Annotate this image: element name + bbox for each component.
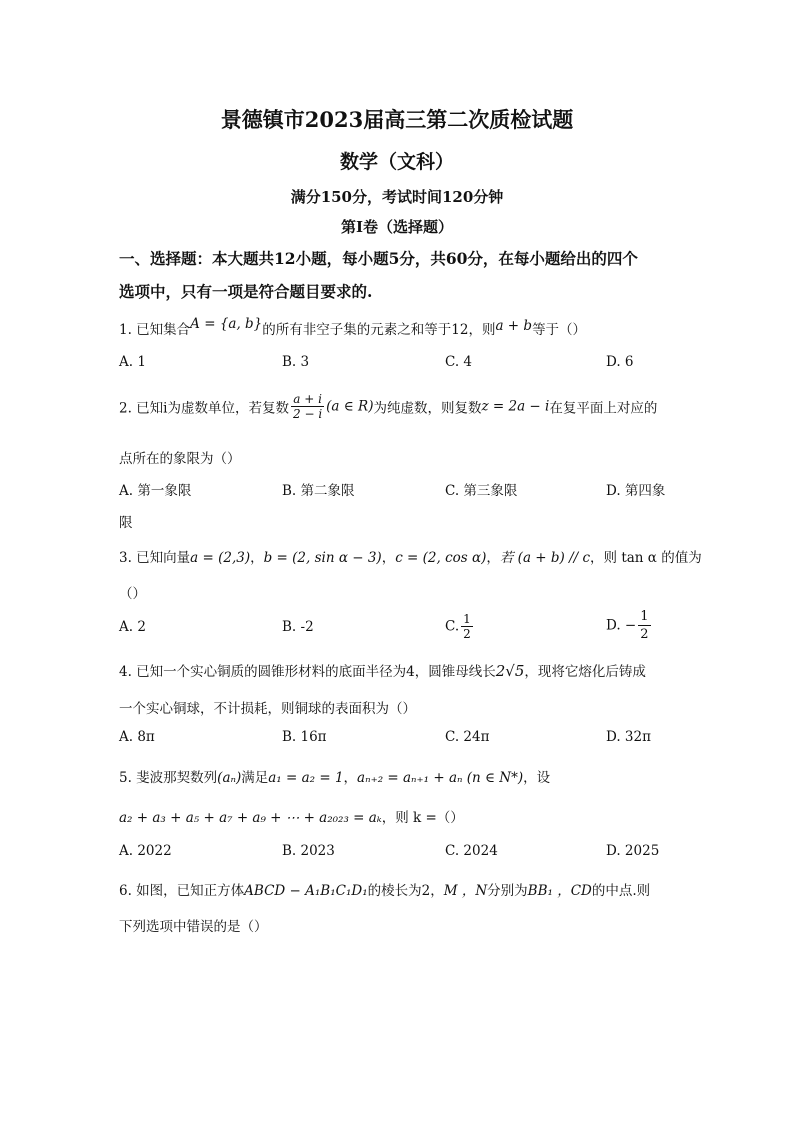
q2-frac-num: a + i [291, 392, 324, 407]
q2-middle: 为纯虚数，则复数 [373, 400, 482, 417]
q5-seq: (aₙ) [217, 770, 242, 786]
q5-sum: a₂ + a₃ + a₅ + a₇ + a₉ + ⋯ + a₂₀₂₃ = aₖ [119, 810, 382, 826]
q2-option-d-wrap: 限 [119, 515, 133, 531]
q6-points: M ，N [443, 883, 488, 899]
q3-option-b: B. -2 [282, 619, 314, 635]
q3-condition: 若 (a + b) // c [499, 550, 591, 566]
q2-suffix: 在复平面上对应的 [549, 400, 658, 417]
q1-option-a: A. 1 [119, 354, 146, 370]
question-2 [119, 392, 657, 421]
q2-condition: (a ∈ R) [326, 398, 374, 415]
q4-option-b: B. 16π [282, 729, 327, 745]
q3-suffix: ，则 tan α 的值为 [590, 550, 702, 566]
q4-root: 2√5 [495, 662, 525, 680]
q1-option-d: D. 6 [606, 354, 634, 370]
q2-option-b: B. 第二象限 [282, 483, 355, 499]
q2-option-c: C. 第三象限 [445, 483, 518, 499]
q1-expr: a + b [495, 318, 533, 334]
q3-option-d-label: D. − [606, 617, 637, 634]
q1-suffix: 等于（） [532, 322, 587, 338]
exam-title: 景德镇市2023届高三第二次质检试题 [220, 107, 574, 132]
q6-line1b: 的棱长为2， [367, 883, 444, 899]
q3-line2: （） [119, 586, 146, 602]
q2-line2: 点所在的象限为（） [119, 451, 241, 467]
q1-prefix: 1. 已知集合 [119, 322, 191, 338]
q3-option-d [606, 608, 653, 643]
q1-option-c: C. 4 [445, 354, 473, 370]
question-6 [119, 879, 650, 899]
q2-prefix: 2. 已知i为虚数单位，若复数 [119, 400, 289, 417]
q6-line1a: 6. 如图，已知正方体 [119, 883, 245, 899]
q5-line1c: ，设 [523, 770, 551, 786]
exam-meta: 满分150分，考试时间120分钟 [290, 188, 504, 206]
q5-option-c: C. 2024 [445, 843, 498, 859]
q6-edges: BB₁ ，CD [527, 883, 592, 899]
q3-option-d-frac: $\frac{1}{2}$ [640, 609, 649, 642]
q2-frac-den: 2 − i [293, 407, 323, 421]
question-1 [119, 318, 586, 338]
q4-line1a: 4. 已知一个实心铜质的圆锥形材料的底面半径为4，圆锥母线长 [119, 664, 496, 680]
q3-option-c-label: C. [445, 618, 460, 635]
volume-label: 第Ⅰ卷（选择题） [340, 218, 454, 236]
question-4 [119, 660, 646, 680]
q5-line1b: 满足 [241, 770, 269, 786]
q4-line2: 一个实心铜球，不计损耗，则铜球的表面积为（） [119, 701, 416, 717]
q2-option-d: D. 第四象 [606, 483, 666, 499]
q5-ask: ，则 k =（） [381, 810, 464, 826]
q3-option-a: A. 2 [119, 619, 146, 635]
q6-line1c: 分别为 [487, 883, 528, 899]
q5-option-a: A. 2022 [119, 843, 172, 859]
q2-expr: z = 2a − i [481, 398, 550, 415]
q6-line1d: 的中点.则 [591, 883, 651, 899]
q4-option-d: D. 32π [606, 729, 651, 745]
q5-option-d: D. 2025 [606, 843, 660, 859]
question-3: 3. 已知向量a = (2,3)，b = (2, sin α − 3)，c = (2, cos α)，若 (a + b) // c，则 tan α 的值为 [119, 550, 702, 566]
q2-option-a: A. 第一象限 [119, 483, 192, 499]
q5-line1a: 5. 斐波那契数列 [119, 770, 218, 786]
q5-init: a₁ = a₂ = 1 [268, 770, 344, 786]
q4-option-a: A. 8π [119, 729, 155, 745]
q3-vector-c: c = (2, cos α) [395, 550, 487, 566]
q6-line2: 下列选项中错误的是（） [119, 919, 268, 935]
q1-option-b: B. 3 [282, 354, 310, 370]
q5-option-b: B. 2023 [282, 843, 335, 859]
q1-set: A = {a, b} [190, 316, 263, 332]
q4-line1b: ，现将它熔化后铸成 [524, 664, 646, 680]
exam-subtitle: 数学（文科） [339, 151, 454, 173]
q3-option-c-frac: $\frac{1}{2}$ [463, 612, 471, 641]
question-5: 5. 斐波那契数列(aₙ)满足a₁ = a₂ = 1，aₙ₊₂ = aₙ₊₁ + aₙ (n ∈ N*)，设 [119, 770, 551, 786]
section-heading-line2: 选项中，只有一项是符合题目要求的. [119, 282, 373, 301]
q4-option-c: C. 24π [445, 729, 490, 745]
q3-vector-b: b = (2, sin α − 3) [263, 550, 382, 566]
q2-fraction [291, 392, 324, 421]
section-heading-line1: 一、选择题：本大题共12小题，每小题5分，共60分，在每小题给出的四个 [119, 249, 638, 268]
q5-recurrence: aₙ₊₂ = aₙ₊₁ + aₙ (n ∈ N*) [357, 770, 524, 786]
q3-vector-a: a = (2,3) [190, 550, 251, 566]
q3-option-c [445, 612, 475, 641]
q6-cube: ABCD − A₁B₁C₁D₁ [244, 883, 368, 899]
q3-prefix: 3. 已知向量 [119, 550, 191, 566]
q1-middle: 的所有非空子集的元素之和等于12，则 [262, 322, 496, 338]
q5-line2 [119, 806, 464, 826]
